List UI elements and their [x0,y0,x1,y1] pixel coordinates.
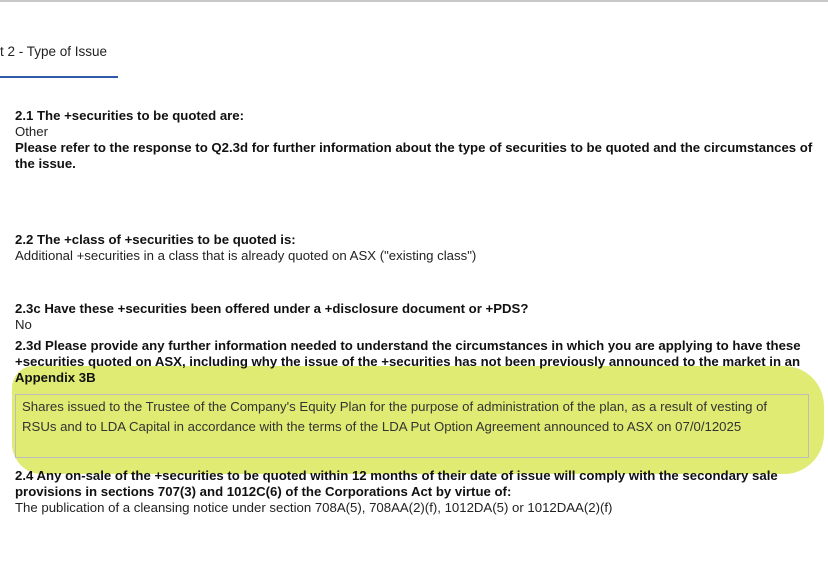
answer-2-2: Additional +securities in a class that is already quoted on ASX ("existing class") [15,248,477,263]
question-2-2: 2.2 The +class of +securities to be quoted is: [15,232,296,247]
answer-2-4: The publication of a cleansing notice under section 708A(5), 708AA(2)(f), 1012DA(5) or 1012DAA(2)(f) [15,500,613,515]
section-2-2 [15,232,815,264]
answer-2-3c: No [15,317,32,332]
section-2-3d [15,338,810,386]
section-tab-title[interactable]: t 2 - Type of Issue [0,44,108,59]
question-2-3d: 2.3d Please provide any further information needed to understand the circumstances in which you are applying to have these +securities quoted on ASX, including why the issue of the +securities has not been previously announced to the market in an Appendix 3B [15,338,801,385]
question-2-1: 2.1 The +securities to be quoted are: [15,108,245,123]
note-2-1: Please refer to the response to Q2.3d for further information about the type of securities to be quoted and the circumstances of the issue. [15,140,813,171]
section-2-1 [15,108,815,172]
section-2-3c [15,301,815,333]
top-divider [0,0,828,2]
answer-2-3d-box: Shares issued to the Trustee of the Company's Equity Plan for the purpose of administration of the plan, as a result of vesting of RSUs and to LDA Capital in accordance with the terms of the LDA Put Option Agreement announced to ASX on 07/0/12025 [15,394,809,458]
active-tab-underline [0,76,118,78]
question-2-3c: 2.3c Have these +securities been offered under a +disclosure document or +PDS? [15,301,529,316]
answer-2-1: Other [15,124,48,139]
section-2-4 [15,468,815,516]
question-2-4: 2.4 Any on-sale of the +securities to be quoted within 12 months of their date of issue will comply with the secondary sale provisions in sections 707(3) and 1012C(6) of the Corporations Act by virtue of: [15,468,778,499]
